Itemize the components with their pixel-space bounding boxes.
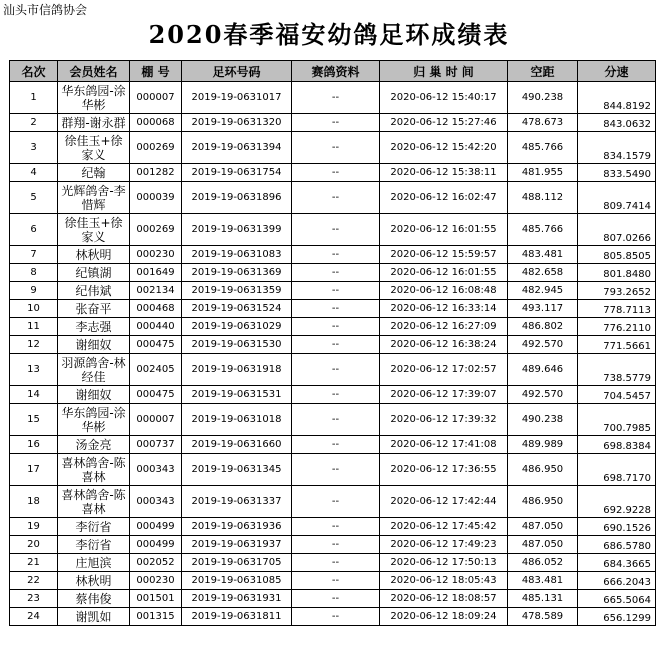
column-header-time: 归 巢 时 间 bbox=[380, 61, 508, 82]
cell-info: -- bbox=[292, 246, 380, 264]
cell-speed: 843.0632 bbox=[578, 114, 656, 132]
cell-time: 2020-06-12 17:41:08 bbox=[380, 436, 508, 454]
table-row bbox=[10, 454, 656, 486]
cell-rank: 4 bbox=[10, 164, 58, 182]
cell-loft: 002052 bbox=[130, 554, 182, 572]
cell-name: 谢细奴 bbox=[58, 336, 130, 354]
table-row bbox=[10, 264, 656, 282]
cell-speed: 698.8384 bbox=[578, 436, 656, 454]
cell-ring: 2019-19-0631530 bbox=[182, 336, 292, 354]
cell-loft: 001649 bbox=[130, 264, 182, 282]
cell-loft: 000499 bbox=[130, 536, 182, 554]
cell-name: 李衍省 bbox=[58, 536, 130, 554]
page-title: 2020春季福安幼鸽足环成绩表 bbox=[148, 20, 510, 49]
cell-rank: 18 bbox=[10, 486, 58, 518]
table-row bbox=[10, 132, 656, 164]
cell-rank: 16 bbox=[10, 436, 58, 454]
results-body bbox=[10, 82, 656, 626]
cell-distance: 486.802 bbox=[508, 318, 578, 336]
cell-loft: 000007 bbox=[130, 404, 182, 436]
cell-info: -- bbox=[292, 404, 380, 436]
cell-ring: 2019-19-0631345 bbox=[182, 454, 292, 486]
table-row bbox=[10, 518, 656, 536]
cell-rank: 24 bbox=[10, 608, 58, 626]
cell-info: -- bbox=[292, 336, 380, 354]
cell-distance: 490.238 bbox=[508, 82, 578, 114]
cell-speed: 809.7414 bbox=[578, 182, 656, 214]
cell-distance: 489.989 bbox=[508, 436, 578, 454]
cell-time: 2020-06-12 15:59:57 bbox=[380, 246, 508, 264]
cell-loft: 001282 bbox=[130, 164, 182, 182]
cell-distance: 482.658 bbox=[508, 264, 578, 282]
cell-info: -- bbox=[292, 354, 380, 386]
cell-distance: 478.673 bbox=[508, 114, 578, 132]
cell-loft: 001315 bbox=[130, 608, 182, 626]
cell-distance: 493.117 bbox=[508, 300, 578, 318]
cell-info: -- bbox=[292, 82, 380, 114]
cell-info: -- bbox=[292, 454, 380, 486]
cell-distance: 485.766 bbox=[508, 132, 578, 164]
cell-rank: 13 bbox=[10, 354, 58, 386]
cell-distance: 488.112 bbox=[508, 182, 578, 214]
cell-name: 徐佳玉+徐家义 bbox=[58, 132, 130, 164]
cell-speed: 793.2652 bbox=[578, 282, 656, 300]
table-row bbox=[10, 300, 656, 318]
table-row bbox=[10, 336, 656, 354]
cell-ring: 2019-19-0631399 bbox=[182, 214, 292, 246]
column-header-ring: 足环号码 bbox=[182, 61, 292, 82]
organization-name: 汕头市信鸽协会 bbox=[3, 3, 88, 17]
table-row bbox=[10, 318, 656, 336]
cell-info: -- bbox=[292, 486, 380, 518]
cell-rank: 9 bbox=[10, 282, 58, 300]
cell-rank: 11 bbox=[10, 318, 58, 336]
column-header-name: 会员姓名 bbox=[58, 61, 130, 82]
cell-info: -- bbox=[292, 518, 380, 536]
cell-ring: 2019-19-0631085 bbox=[182, 572, 292, 590]
cell-ring: 2019-19-0631936 bbox=[182, 518, 292, 536]
cell-time: 2020-06-12 16:33:14 bbox=[380, 300, 508, 318]
cell-info: -- bbox=[292, 590, 380, 608]
cell-speed: 684.3665 bbox=[578, 554, 656, 572]
cell-name: 纪翰 bbox=[58, 164, 130, 182]
cell-loft: 000468 bbox=[130, 300, 182, 318]
cell-info: -- bbox=[292, 264, 380, 282]
cell-speed: 833.5490 bbox=[578, 164, 656, 182]
results-table bbox=[9, 60, 656, 626]
cell-ring: 2019-19-0631660 bbox=[182, 436, 292, 454]
cell-speed: 666.2043 bbox=[578, 572, 656, 590]
cell-rank: 12 bbox=[10, 336, 58, 354]
cell-distance: 485.766 bbox=[508, 214, 578, 246]
cell-time: 2020-06-12 16:38:24 bbox=[380, 336, 508, 354]
cell-rank: 7 bbox=[10, 246, 58, 264]
cell-distance: 492.570 bbox=[508, 336, 578, 354]
cell-speed: 686.5780 bbox=[578, 536, 656, 554]
table-row bbox=[10, 114, 656, 132]
cell-info: -- bbox=[292, 572, 380, 590]
cell-speed: 698.7170 bbox=[578, 454, 656, 486]
cell-speed: 771.5661 bbox=[578, 336, 656, 354]
cell-loft: 000007 bbox=[130, 82, 182, 114]
cell-info: -- bbox=[292, 318, 380, 336]
cell-name: 李衍省 bbox=[58, 518, 130, 536]
cell-rank: 14 bbox=[10, 386, 58, 404]
cell-ring: 2019-19-0631017 bbox=[182, 82, 292, 114]
column-header-info: 赛鸽资料 bbox=[292, 61, 380, 82]
cell-name: 纪镇湖 bbox=[58, 264, 130, 282]
cell-time: 2020-06-12 18:08:57 bbox=[380, 590, 508, 608]
cell-time: 2020-06-12 17:49:23 bbox=[380, 536, 508, 554]
cell-distance: 485.131 bbox=[508, 590, 578, 608]
cell-time: 2020-06-12 17:42:44 bbox=[380, 486, 508, 518]
table-row bbox=[10, 282, 656, 300]
table-row bbox=[10, 182, 656, 214]
cell-info: -- bbox=[292, 386, 380, 404]
cell-distance: 481.955 bbox=[508, 164, 578, 182]
cell-ring: 2019-19-0631018 bbox=[182, 404, 292, 436]
cell-time: 2020-06-12 17:45:42 bbox=[380, 518, 508, 536]
cell-time: 2020-06-12 15:40:17 bbox=[380, 82, 508, 114]
table-row bbox=[10, 590, 656, 608]
cell-loft: 000039 bbox=[130, 182, 182, 214]
table-row bbox=[10, 82, 656, 114]
cell-speed: 844.8192 bbox=[578, 82, 656, 114]
cell-speed: 690.1526 bbox=[578, 518, 656, 536]
cell-speed: 778.7113 bbox=[578, 300, 656, 318]
cell-name: 汤金亮 bbox=[58, 436, 130, 454]
cell-ring: 2019-19-0631369 bbox=[182, 264, 292, 282]
cell-rank: 23 bbox=[10, 590, 58, 608]
cell-distance: 486.052 bbox=[508, 554, 578, 572]
cell-time: 2020-06-12 16:02:47 bbox=[380, 182, 508, 214]
cell-time: 2020-06-12 16:01:55 bbox=[380, 264, 508, 282]
cell-time: 2020-06-12 18:09:24 bbox=[380, 608, 508, 626]
cell-info: -- bbox=[292, 608, 380, 626]
cell-rank: 17 bbox=[10, 454, 58, 486]
table-row bbox=[10, 608, 656, 626]
cell-loft: 000269 bbox=[130, 214, 182, 246]
cell-distance: 489.646 bbox=[508, 354, 578, 386]
table-row bbox=[10, 554, 656, 572]
table-row bbox=[10, 164, 656, 182]
cell-speed: 834.1579 bbox=[578, 132, 656, 164]
cell-name: 喜林鸽舍-陈喜林 bbox=[58, 454, 130, 486]
table-row bbox=[10, 436, 656, 454]
cell-loft: 000737 bbox=[130, 436, 182, 454]
cell-name: 光辉鸽舍-李惜辉 bbox=[58, 182, 130, 214]
cell-rank: 22 bbox=[10, 572, 58, 590]
cell-name: 张奋平 bbox=[58, 300, 130, 318]
cell-loft: 000475 bbox=[130, 386, 182, 404]
cell-rank: 8 bbox=[10, 264, 58, 282]
cell-ring: 2019-19-0631918 bbox=[182, 354, 292, 386]
cell-name: 羽源鸽舍-林经佳 bbox=[58, 354, 130, 386]
cell-distance: 483.481 bbox=[508, 572, 578, 590]
cell-name: 徐佳玉+徐家义 bbox=[58, 214, 130, 246]
cell-name: 华东鸽园-涂华彬 bbox=[58, 404, 130, 436]
cell-distance: 483.481 bbox=[508, 246, 578, 264]
cell-speed: 738.5779 bbox=[578, 354, 656, 386]
cell-distance: 487.050 bbox=[508, 536, 578, 554]
cell-ring: 2019-19-0631531 bbox=[182, 386, 292, 404]
cell-time: 2020-06-12 17:39:07 bbox=[380, 386, 508, 404]
cell-name: 蔡伟俊 bbox=[58, 590, 130, 608]
cell-time: 2020-06-12 18:05:43 bbox=[380, 572, 508, 590]
column-header-speed: 分速 bbox=[578, 61, 656, 82]
cell-info: -- bbox=[292, 164, 380, 182]
cell-time: 2020-06-12 17:36:55 bbox=[380, 454, 508, 486]
cell-name: 林秋明 bbox=[58, 246, 130, 264]
cell-time: 2020-06-12 15:42:20 bbox=[380, 132, 508, 164]
cell-info: -- bbox=[292, 282, 380, 300]
cell-info: -- bbox=[292, 536, 380, 554]
table-row bbox=[10, 404, 656, 436]
cell-loft: 000343 bbox=[130, 454, 182, 486]
cell-distance: 492.570 bbox=[508, 386, 578, 404]
cell-ring: 2019-19-0631931 bbox=[182, 590, 292, 608]
cell-name: 谢凯如 bbox=[58, 608, 130, 626]
cell-info: -- bbox=[292, 436, 380, 454]
cell-speed: 656.1299 bbox=[578, 608, 656, 626]
cell-distance: 490.238 bbox=[508, 404, 578, 436]
cell-info: -- bbox=[292, 182, 380, 214]
column-header-distance: 空距 bbox=[508, 61, 578, 82]
cell-info: -- bbox=[292, 132, 380, 164]
cell-rank: 10 bbox=[10, 300, 58, 318]
cell-ring: 2019-19-0631320 bbox=[182, 114, 292, 132]
table-row bbox=[10, 246, 656, 264]
cell-ring: 2019-19-0631083 bbox=[182, 246, 292, 264]
cell-rank: 3 bbox=[10, 132, 58, 164]
cell-name: 李志强 bbox=[58, 318, 130, 336]
table-row bbox=[10, 572, 656, 590]
cell-loft: 001501 bbox=[130, 590, 182, 608]
table-header-row bbox=[10, 61, 656, 82]
cell-loft: 000269 bbox=[130, 132, 182, 164]
column-header-rank: 名次 bbox=[10, 61, 58, 82]
cell-loft: 000230 bbox=[130, 572, 182, 590]
cell-ring: 2019-19-0631937 bbox=[182, 536, 292, 554]
cell-time: 2020-06-12 15:27:46 bbox=[380, 114, 508, 132]
cell-ring: 2019-19-0631337 bbox=[182, 486, 292, 518]
cell-rank: 5 bbox=[10, 182, 58, 214]
cell-distance: 486.950 bbox=[508, 486, 578, 518]
table-row bbox=[10, 386, 656, 404]
cell-info: -- bbox=[292, 214, 380, 246]
cell-speed: 801.8480 bbox=[578, 264, 656, 282]
cell-speed: 807.0266 bbox=[578, 214, 656, 246]
cell-ring: 2019-19-0631524 bbox=[182, 300, 292, 318]
cell-rank: 21 bbox=[10, 554, 58, 572]
cell-loft: 000440 bbox=[130, 318, 182, 336]
cell-ring: 2019-19-0631705 bbox=[182, 554, 292, 572]
cell-speed: 665.5064 bbox=[578, 590, 656, 608]
cell-distance: 486.950 bbox=[508, 454, 578, 486]
cell-distance: 478.589 bbox=[508, 608, 578, 626]
cell-time: 2020-06-12 16:08:48 bbox=[380, 282, 508, 300]
cell-info: -- bbox=[292, 300, 380, 318]
cell-ring: 2019-19-0631754 bbox=[182, 164, 292, 182]
cell-loft: 000499 bbox=[130, 518, 182, 536]
cell-rank: 15 bbox=[10, 404, 58, 436]
cell-info: -- bbox=[292, 114, 380, 132]
cell-loft: 000343 bbox=[130, 486, 182, 518]
cell-rank: 1 bbox=[10, 82, 58, 114]
cell-distance: 487.050 bbox=[508, 518, 578, 536]
column-header-loft: 棚 号 bbox=[130, 61, 182, 82]
cell-time: 2020-06-12 17:50:13 bbox=[380, 554, 508, 572]
cell-time: 2020-06-12 16:27:09 bbox=[380, 318, 508, 336]
cell-time: 2020-06-12 16:01:55 bbox=[380, 214, 508, 246]
cell-name: 群翔-谢永群 bbox=[58, 114, 130, 132]
cell-name: 纪伟斌 bbox=[58, 282, 130, 300]
table-row bbox=[10, 536, 656, 554]
cell-name: 谢细奴 bbox=[58, 386, 130, 404]
cell-rank: 20 bbox=[10, 536, 58, 554]
cell-speed: 776.2110 bbox=[578, 318, 656, 336]
cell-rank: 6 bbox=[10, 214, 58, 246]
table-row bbox=[10, 214, 656, 246]
cell-name: 庄旭滨 bbox=[58, 554, 130, 572]
cell-name: 华东鸽园-涂华彬 bbox=[58, 82, 130, 114]
cell-loft: 002405 bbox=[130, 354, 182, 386]
cell-info: -- bbox=[292, 554, 380, 572]
cell-ring: 2019-19-0631811 bbox=[182, 608, 292, 626]
cell-time: 2020-06-12 15:38:11 bbox=[380, 164, 508, 182]
cell-loft: 000475 bbox=[130, 336, 182, 354]
cell-speed: 700.7985 bbox=[578, 404, 656, 436]
cell-distance: 482.945 bbox=[508, 282, 578, 300]
cell-ring: 2019-19-0631394 bbox=[182, 132, 292, 164]
cell-loft: 002134 bbox=[130, 282, 182, 300]
cell-rank: 2 bbox=[10, 114, 58, 132]
cell-speed: 805.8505 bbox=[578, 246, 656, 264]
table-row bbox=[10, 486, 656, 518]
cell-ring: 2019-19-0631896 bbox=[182, 182, 292, 214]
cell-speed: 704.5457 bbox=[578, 386, 656, 404]
cell-name: 喜林鸽舍-陈喜林 bbox=[58, 486, 130, 518]
cell-ring: 2019-19-0631029 bbox=[182, 318, 292, 336]
cell-ring: 2019-19-0631359 bbox=[182, 282, 292, 300]
cell-name: 林秋明 bbox=[58, 572, 130, 590]
table-row bbox=[10, 354, 656, 386]
cell-time: 2020-06-12 17:02:57 bbox=[380, 354, 508, 386]
cell-time: 2020-06-12 17:39:32 bbox=[380, 404, 508, 436]
cell-speed: 692.9228 bbox=[578, 486, 656, 518]
cell-loft: 000230 bbox=[130, 246, 182, 264]
cell-loft: 000068 bbox=[130, 114, 182, 132]
cell-rank: 19 bbox=[10, 518, 58, 536]
